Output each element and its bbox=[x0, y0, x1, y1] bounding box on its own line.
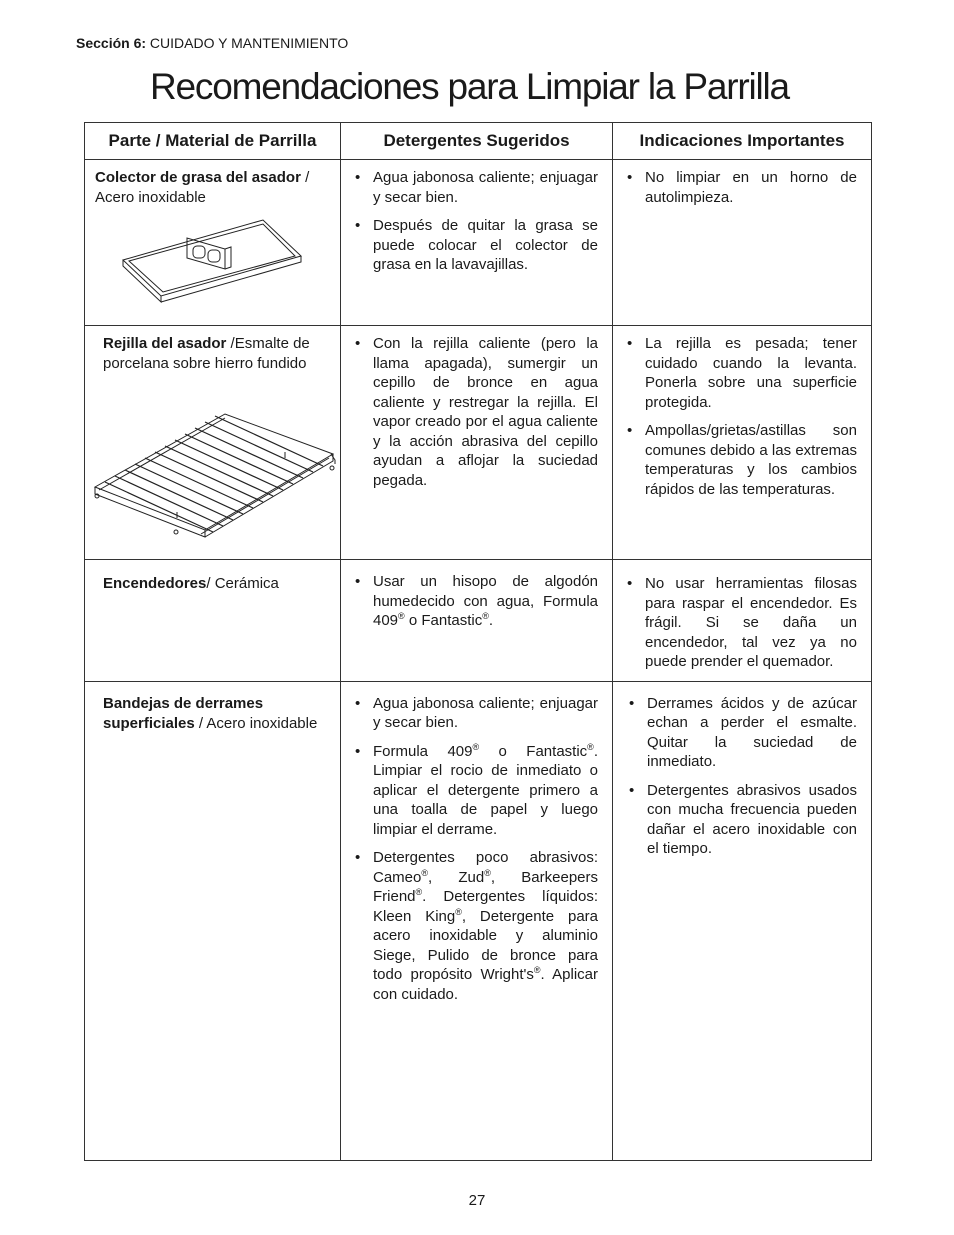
part-name: Bandejas de derrames superficiales bbox=[103, 694, 264, 732]
section-label: Sección 6: bbox=[76, 35, 147, 51]
section-header bbox=[76, 35, 348, 51]
part-cell bbox=[85, 326, 341, 560]
table-row bbox=[85, 326, 872, 560]
note-item: • Ampollas/grietas/astillas son comunes debido a las extremas temperaturas y los cambios rápidos de las temperaturas. bbox=[645, 421, 857, 499]
part-name: Colector de grasa del asador bbox=[95, 169, 301, 186]
part-name: Encendedores bbox=[103, 575, 207, 592]
table-row bbox=[85, 681, 872, 1160]
grease-tray-illustration bbox=[85, 216, 341, 306]
part-cell bbox=[85, 160, 341, 326]
detergents-cell bbox=[341, 160, 613, 326]
detergents-cell bbox=[341, 560, 613, 682]
part-name: Rejilla del asador bbox=[103, 335, 227, 352]
part-material: / Acero inoxidable bbox=[95, 169, 310, 206]
part-material: / Cerámica bbox=[206, 575, 279, 592]
detergent-item: • Después de quitar la grasa se puede colocar el colector de grasa en la lavavajillas. bbox=[373, 216, 598, 275]
column-header-part: Parte / Material de Parrilla bbox=[85, 123, 341, 160]
detergent-item: • Agua jabonosa caliente; enjuagar y secar bien. bbox=[373, 694, 598, 733]
table-header-row bbox=[85, 123, 872, 160]
notes-cell bbox=[613, 160, 872, 326]
part-material: / Acero inoxidable bbox=[194, 714, 318, 732]
note-item: • No limpiar en un horno de autolimpieza. bbox=[645, 168, 857, 207]
table-row bbox=[85, 160, 872, 326]
detergent-item: • Usar un hisopo de algodón humedecido con agua, Formula 409® o Fantastic®. bbox=[373, 572, 598, 631]
note-item: • Derrames ácidos y de azúcar echan a perder el esmalte. Quitar la suciedad de inmediato. bbox=[647, 694, 857, 772]
cleaning-table bbox=[84, 122, 872, 1161]
notes-cell bbox=[613, 560, 872, 682]
note-item: • Detergentes abrasivos usados con mucha frecuencia pueden dañar el acero inoxidable con el tiempo. bbox=[647, 781, 857, 859]
detergent-item: • Formula 409® o Fantastic®. Limpiar el rocio de inmediato o aplicar el detergente primero a una toalla de papel y luego limpiar el derrame. bbox=[373, 742, 598, 840]
page-title: Recomendaciones para Limpiar la Parrilla bbox=[150, 66, 789, 107]
note-item: • No usar herramientas filosas para raspar el encendedor. Es frágil. Si se daña un encendedor, tal vez ya no puede prender el quemador. bbox=[645, 574, 857, 672]
detergent-item: • Con la rejilla caliente (pero la llama apagada), sumergir un cepillo de bronce en agua caliente y restregar la rejilla. El vapor creado por el agua caliente y la acción abrasiva del cepillo ayudan a aflojar la suciedad pegada. bbox=[373, 334, 598, 490]
part-cell bbox=[85, 560, 341, 682]
detergents-cell bbox=[341, 326, 613, 560]
column-header-notes: Indicaciones Importantes bbox=[613, 123, 872, 160]
note-item: • La rejilla es pesada; tener cuidado cuando la levanta. Ponerla sobre una superficie protegida. bbox=[645, 334, 857, 412]
section-name: CUIDADO Y MANTENIMIENTO bbox=[149, 35, 349, 51]
grill-grate-illustration bbox=[85, 382, 341, 542]
part-material: /Esmalte de porcelana sobre hierro fundido bbox=[103, 335, 310, 372]
column-header-detergents: Detergentes Sugeridos bbox=[341, 123, 613, 160]
detergents-cell bbox=[341, 681, 613, 1160]
page-number: 27 bbox=[468, 1192, 486, 1209]
detergent-item: • Agua jabonosa caliente; enjuagar y secar bien. bbox=[373, 168, 598, 207]
notes-cell bbox=[613, 326, 872, 560]
detergent-item: • Detergentes poco abrasivos: Cameo®, Zud®, Barkeepers Friend®. Detergentes líquidos: Kleen King®, Detergente para acero inoxidable y aluminio Siege, Pulido de bronce para todo propósito Wright's®. Aplicar con cuidado. bbox=[373, 848, 598, 1004]
notes-cell bbox=[613, 681, 872, 1160]
table-row bbox=[85, 560, 872, 682]
part-cell bbox=[85, 681, 341, 1160]
